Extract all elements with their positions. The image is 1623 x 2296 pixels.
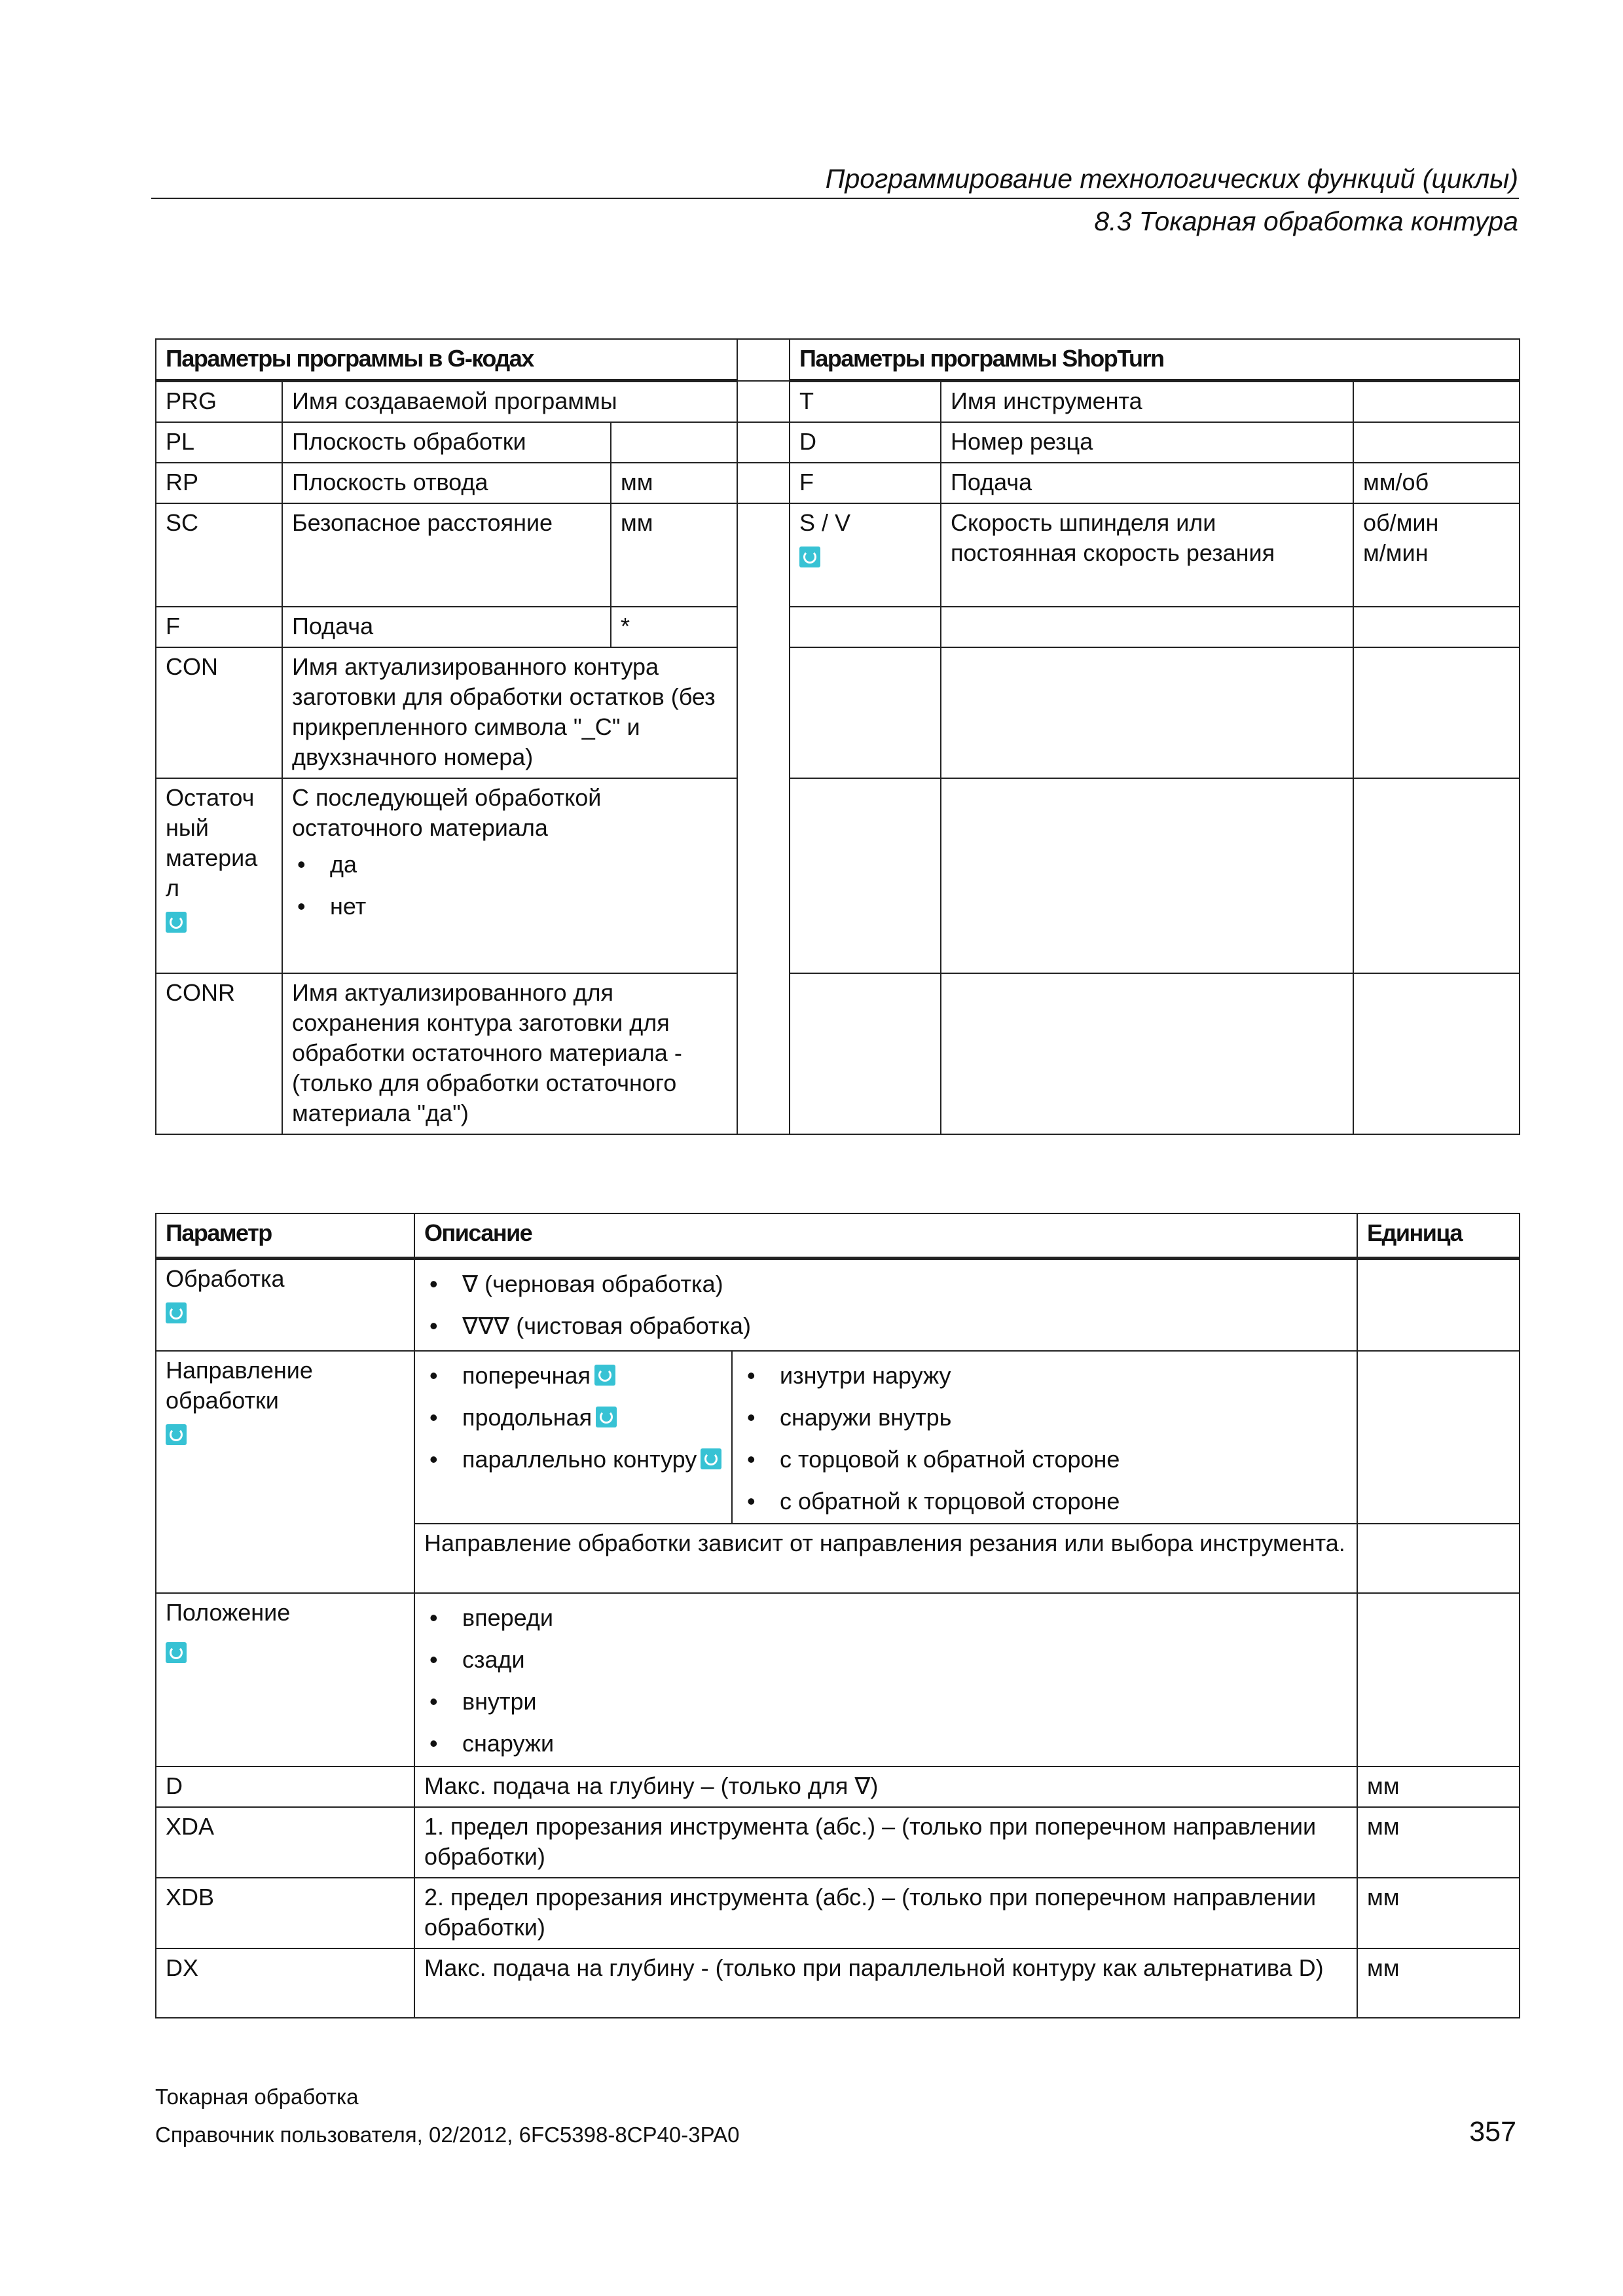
list-item: • ∇ (черновая обработка) [424,1269,1347,1299]
column-header-unit: Единица [1357,1213,1520,1258]
param-name-cell [790,503,941,607]
param-name-cell [156,1351,414,1593]
param-unit [1353,422,1520,463]
list-item: • впереди [424,1603,1347,1633]
toggle-icon[interactable] [166,1642,187,1663]
param-name: XDB [156,1878,414,1948]
param-desc: Плоскость обработки [282,422,611,463]
direction-options [415,1352,1357,1523]
param-name: PRG [156,381,282,423]
option-list [424,1603,1347,1759]
column-header-desc: Описание [414,1213,1357,1258]
param-unit [1353,381,1520,423]
empty-cell [790,647,941,778]
param-unit [611,422,737,463]
direction-options-cell [414,1351,1357,1524]
table-row [156,1258,1520,1351]
param-name: PL [156,422,282,463]
table-row [156,381,1520,423]
param-desc-cell [414,1593,1357,1767]
option-list [742,1361,1347,1516]
param-name: CONR [156,973,282,1134]
param-name: D [790,422,941,463]
running-header-section: 8.3 Токарная обработка контура [1094,206,1518,236]
table-row [156,1593,1520,1767]
table-row [156,647,1520,778]
empty-cell [941,973,1353,1134]
empty-cell [1357,1593,1520,1767]
empty-cell [941,778,1353,973]
table-gap-cell [737,422,790,463]
table-row [156,1351,1520,1524]
param-name: XDA [156,1807,414,1878]
list-item: • снаружи [424,1729,1347,1759]
param-name: S / V [799,509,851,536]
parameters-table-2 [155,1213,1520,2018]
param-name-cell [156,1258,414,1351]
table-row [156,1948,1520,2018]
param-desc-cell [414,1258,1357,1351]
empty-cell [1353,778,1520,973]
param-desc: Имя актуализированного для сохранения контура заготовки для обработки остаточного материала - (только для обработки остаточного материала "да") [282,973,737,1134]
toggle-icon[interactable] [166,912,187,933]
column-header-param: Параметр [156,1213,414,1258]
param-unit: мм [611,463,737,503]
empty-cell [1357,1351,1520,1524]
param-desc: Имя создаваемой программы [282,381,737,423]
empty-cell [790,607,941,647]
param-unit: мм/об [1353,463,1520,503]
param-desc: Номер резца [941,422,1353,463]
param-name: RP [156,463,282,503]
param-desc: 1. предел прорезания инструмента (абс.) – (только при поперечном направлении обработки) [414,1807,1357,1878]
page-number: 357 [1469,2116,1516,2147]
list-item: • параллельно контуру [424,1444,722,1475]
param-name: F [156,607,282,647]
param-name: D [156,1767,414,1807]
table-gap-cell [737,339,790,381]
param-name-cell [156,1593,414,1767]
param-name: Направление обработки [166,1357,313,1414]
footer-doc-title: Токарная обработка [155,2085,359,2109]
table-gap-cell [737,463,790,503]
list-item: • снаружи внутрь [742,1403,1347,1433]
param-unit: мм [1357,1767,1520,1807]
param-name: CON [156,647,282,778]
toggle-icon[interactable] [701,1448,721,1469]
empty-cell [1353,647,1520,778]
direction-right [732,1352,1357,1523]
running-header-title: Программирование технологических функций (циклы) [825,164,1518,194]
param-name: Остаточ ный материа л [166,784,258,901]
list-item: • ∇∇∇ (чистовая обработка) [424,1311,1347,1341]
table-row [156,973,1520,1134]
list-item: • да [292,850,727,880]
empty-cell [1353,607,1520,647]
param-name: DX [156,1948,414,2018]
toggle-icon[interactable] [166,1424,187,1445]
param-desc: Подача [941,463,1353,503]
param-desc: Имя инструмента [941,381,1353,423]
footer-doc-info: Справочник пользователя, 02/2012, 6FC5398-8CP40-3PA0 [155,2123,740,2147]
empty-cell [1357,1258,1520,1351]
direction-left [415,1352,732,1523]
param-desc: Имя актуализированного контура заготовки для обработки остатков (без прикрепленного символа "_C" и двухзначного номера) [282,647,737,778]
param-name: Обработка [166,1265,285,1292]
table-row [156,1878,1520,1948]
param-unit: мм [1357,1948,1520,2018]
toggle-icon[interactable] [596,1407,617,1427]
table-row [156,463,1520,503]
param-unit: мм [1357,1878,1520,1948]
table-row [156,422,1520,463]
param-desc: Подача [282,607,611,647]
list-item: • сзади [424,1645,1347,1675]
param-desc: Макс. подача на глубину – (только для ∇) [414,1767,1357,1807]
parameters-table-1 [155,338,1520,1135]
table-row [156,1767,1520,1807]
option-list [424,1361,722,1475]
toggle-icon[interactable] [166,1302,187,1323]
list-item: • нет [292,891,727,922]
list-item: • с торцовой к обратной стороне [742,1444,1347,1475]
list-item: • поперечная [424,1361,722,1391]
param-desc: Плоскость отвода [282,463,611,503]
table-row [156,607,1520,647]
option-list [292,850,727,922]
param-unit: об/мин м/мин [1353,503,1520,607]
list-item: • с обратной к торцовой стороне [742,1486,1347,1516]
empty-cell [941,607,1353,647]
empty-cell [1353,973,1520,1134]
toggle-icon[interactable] [594,1365,615,1386]
toggle-icon[interactable] [799,547,820,567]
param-desc: Направление обработки зависит от направления резания или выбора инструмента. [414,1524,1357,1593]
param-desc: С последующей обработкой остаточного материала [292,784,602,841]
param-unit: мм [1357,1807,1520,1878]
empty-cell [790,973,941,1134]
table-row [156,1807,1520,1878]
param-desc: Скорость шпинделя или постоянная скорость резания [941,503,1353,607]
header-rule [151,198,1519,199]
empty-cell [790,778,941,973]
empty-cell [941,647,1353,778]
table-row [156,503,1520,607]
option-list [424,1269,1347,1341]
empty-cell [1357,1524,1520,1593]
param-unit: мм [611,503,737,607]
param-name-cell [156,778,282,973]
param-name: Положение [166,1599,291,1626]
param-desc: 2. предел прорезания инструмента (абс.) – (только при поперечном направлении обработки) [414,1878,1357,1948]
param-unit: * [611,607,737,647]
param-name: SC [156,503,282,607]
param-desc: Безопасное расстояние [282,503,611,607]
table-row [156,778,1520,973]
table-gap-cell [737,503,790,1134]
param-name: F [790,463,941,503]
list-item: • изнутри наружу [742,1361,1347,1391]
table-gap-cell [737,381,790,423]
param-desc: Макс. подача на глубину - (только при параллельной контуру как альтернатива D) [414,1948,1357,2018]
list-item: • внутри [424,1687,1347,1717]
param-name: T [790,381,941,423]
gcode-params-header: Параметры программы в G-кодах [156,339,737,381]
shopturn-params-header: Параметры программы ShopTurn [790,339,1520,381]
list-item: • продольная [424,1403,722,1433]
param-desc-cell [282,778,737,973]
